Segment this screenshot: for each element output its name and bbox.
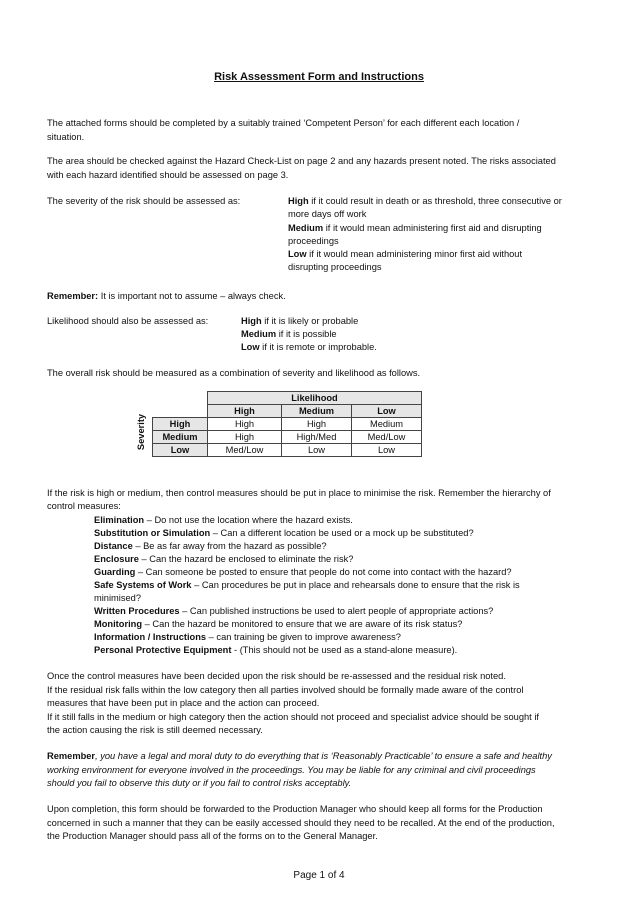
intro-paragraph-2-line-2: with each hazard identified should be assessed on page 3. <box>47 170 289 180</box>
control-item-elimination: Elimination – Do not use the location where the hazard exists. <box>94 515 353 525</box>
completion-line-2: concerned in such a manner that they can be easily accessed should they need to be recalled. At the end of the production, <box>47 818 555 828</box>
legal-duty-line-2: working environment for everyone involved in the proceedings. You may be liable for any criminal and civil proceedings <box>47 765 536 775</box>
risk-matrix-table <box>152 391 422 457</box>
page-title: Risk Assessment Form and Instructions <box>214 71 424 83</box>
likelihood-low-text: if it is remote or improbable. <box>259 342 377 352</box>
table-cell: Low <box>282 444 352 457</box>
control-intro-line-1: If the risk is high or medium, then control measures should be put in place to minimise the risk. Remember the hierarchy of <box>47 488 551 498</box>
intro-paragraph-1-line-2: situation. <box>47 132 85 142</box>
page-number-footer: Page 1 of 4 <box>293 870 345 881</box>
severity-high-label: High <box>288 196 309 206</box>
legal-duty-line-3: should you fail to observe this duty or if you fail to control risks acceptably. <box>47 778 352 788</box>
overall-risk-text: The overall risk should be measured as a combination of severity and likelihood as follows. <box>47 368 421 378</box>
remember-label: Remember: <box>47 291 99 301</box>
likelihood-lead: Likelihood should also be assessed as: <box>47 316 209 326</box>
control-item-monitoring: Monitoring – Can the hazard be monitored to ensure that we are aware of its risk status? <box>94 619 463 629</box>
column-header-high: High <box>208 405 282 418</box>
table-cell: High <box>208 418 282 431</box>
control-item-safe-systems: Safe Systems of Work – Can procedures be put in place and rehearsals done to ensure that the risk is <box>94 580 520 590</box>
control-item-enclosure: Enclosure – Can the hazard be enclosed to eliminate the risk? <box>94 554 354 564</box>
severity-high <box>288 195 562 208</box>
table-cell: Medium <box>352 418 422 431</box>
likelihood-low-label: Low <box>241 342 260 352</box>
row-header-medium: Medium <box>153 431 208 444</box>
control-item-substitution: Substitution or Simulation – Can a different location be used or a mock up be substituted? <box>94 528 474 538</box>
residual-line-2: If the residual risk falls within the low category then all parties involved should be formally made aware of the control <box>47 685 524 695</box>
severity-medium-text-cont: proceedings <box>288 236 339 246</box>
severity-medium <box>288 222 542 235</box>
residual-line-3: measures that have been put in place and the action can proceed. <box>47 698 320 708</box>
table-cell: Med/Low <box>352 431 422 444</box>
completion-line-1: Upon completion, this form should be forwarded to the Production Manager who should keep all forms for the Production <box>47 804 543 814</box>
intro-paragraph-1-line-1: The attached forms should be completed by a suitably trained ‘Competent Person’ for each different each location / <box>47 118 520 128</box>
residual-line-5: the action causing the risk is still deemed necessary. <box>47 725 263 735</box>
severity-medium-label: Medium <box>288 223 324 233</box>
table-cell: High <box>282 418 352 431</box>
likelihood-medium <box>241 328 337 341</box>
table-corner <box>153 392 208 405</box>
likelihood-low <box>241 341 377 354</box>
residual-line-4: If it still falls in the medium or high category then the action should not proceed and specialist advice should be sought if <box>47 712 539 722</box>
control-item-safe-systems-cont: minimised? <box>94 593 142 603</box>
table-cell: Low <box>352 444 422 457</box>
severity-high-text: if it could result in death or as threshold, three consecutive or <box>308 196 562 206</box>
table-row <box>153 431 422 444</box>
residual-line-1: Once the control measures have been decided upon the risk should be re-assessed and the residual risk noted. <box>47 671 506 681</box>
likelihood-medium-label: Medium <box>241 329 277 339</box>
control-intro-line-2: control measures: <box>47 501 121 511</box>
likelihood-medium-text: if it is possible <box>276 329 337 339</box>
control-item-ppe: Personal Protective Equipment - (This should not be used as a stand-alone measure). <box>94 645 458 655</box>
likelihood-high-label: High <box>241 316 262 326</box>
severity-high-text-cont: more days off work <box>288 209 367 219</box>
severity-low-label: Low <box>288 249 307 259</box>
remember-note <box>47 290 286 303</box>
table-row <box>153 392 422 405</box>
severity-medium-text: if it would mean administering first aid and disrupting <box>323 223 542 233</box>
likelihood-header: Likelihood <box>208 392 422 405</box>
completion-line-3: the Production Manager should pass all of the forms on to the General Manager. <box>47 831 378 841</box>
severity-low <box>288 248 522 261</box>
likelihood-high <box>241 315 358 328</box>
table-cell: High/Med <box>282 431 352 444</box>
severity-low-text-cont: disrupting proceedings <box>288 262 382 272</box>
table-row <box>153 418 422 431</box>
table-cell: High <box>208 431 282 444</box>
severity-lead: The severity of the risk should be assessed as: <box>47 196 241 206</box>
control-item-information: Information / Instructions – can training be given to improve awareness? <box>94 632 401 642</box>
likelihood-high-text: if it is likely or probable <box>261 316 359 326</box>
row-header-low: Low <box>153 444 208 457</box>
legal-duty-label: Remember <box>47 751 96 761</box>
column-header-low: Low <box>352 405 422 418</box>
table-row <box>153 405 422 418</box>
table-row <box>153 444 422 457</box>
severity-axis-label: Severity <box>136 413 146 451</box>
table-cell: Med/Low <box>208 444 282 457</box>
legal-duty-line-1: Remember, you have a legal and moral duty to do everything that is ‘Reasonably Practicable’ to ensure a safe and healthy <box>47 751 552 761</box>
remember-text: It is important not to assume – always check. <box>98 291 286 301</box>
intro-paragraph-2-line-1: The area should be checked against the Hazard Check-List on page 2 and any hazards present noted. The risks associated <box>47 156 556 166</box>
table-corner <box>153 405 208 418</box>
column-header-medium: Medium <box>282 405 352 418</box>
control-item-guarding: Guarding – Can someone be posted to ensure that people do not come into contact with the hazard? <box>94 567 512 577</box>
control-item-distance: Distance – Be as far away from the hazard as possible? <box>94 541 327 551</box>
row-header-high: High <box>153 418 208 431</box>
severity-low-text: if it would mean administering minor first aid without <box>306 249 523 259</box>
control-item-written-procedures: Written Procedures – Can published instructions be used to alert people of appropriate actions? <box>94 606 494 616</box>
